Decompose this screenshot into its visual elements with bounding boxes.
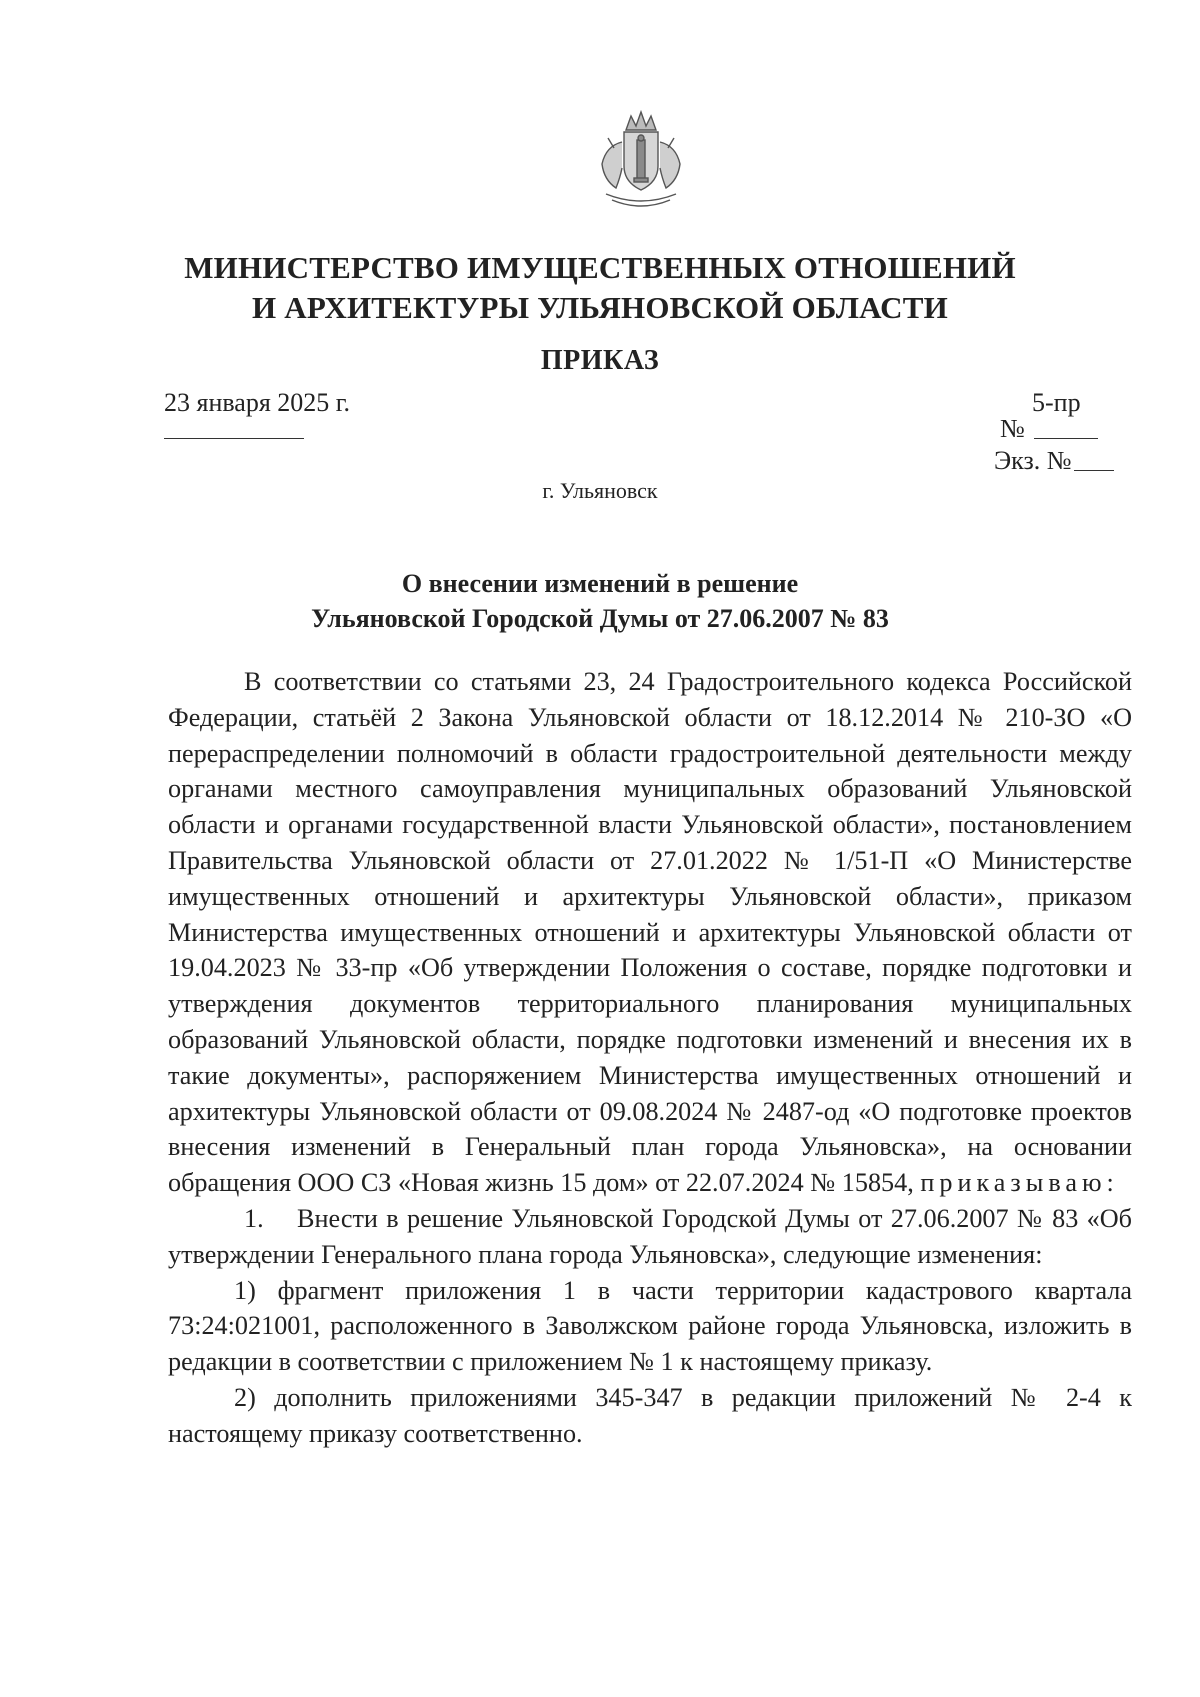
document-number: 5-пр [1032,388,1081,417]
document-body [168,664,1139,1452]
city: г. Ульяновск [542,478,658,503]
ministry-name-line1: МИНИСТЕРСТВО ИМУЩЕСТВЕННЫХ ОТНОШЕНИЙ [184,250,1016,285]
document-type: ПРИКАЗ [540,345,660,376]
order-word: приказываю: [920,1168,1119,1198]
subitem-1-paragraph: 1) фрагмент приложения 1 в части территории кадастрового квартала 73:24:021001, расположенного в Заволжском районе города Ульяновска, изложить в редакции в соответствии с приложением № 1 к настоящему приказу. [168,1275,1132,1377]
subitem-2-paragraph: 2) дополнить приложениями 345-347 в редакции приложений № 2-4 к настоящему приказу соответственно. [168,1382,1132,1448]
ministry-name-line2: И АРХИТЕКТУРЫ УЛЬЯНОВСКОЙ ОБЛАСТИ [252,290,948,325]
copy-number-underline [1074,470,1114,471]
document-date: 23 января 2025 г. [164,388,351,417]
preamble-text: В соответствии со статьями 23, 24 Градостроительного кодекса Российской Федерации, статьёй 2 Закона Ульяновской области от 18.12.2014 № 210-ЗО «О перераспределении полномочий в области градостроительной деятельности между органами местного самоуправления муниципальных образований Ульяновской области и органами государственной власти Ульяновской области», постановлением Правительства Ульяновской области от 27.01.2022 № 1/51-П «О Министерстве имущественных отношений и архитектуры Ульяновской области», приказом Министерства имущественных отношений и архитектуры Ульяновской области от 19.04.2023 № 33-пр «Об утверждении Положения о составе, порядке подготовки и утверждения документов территориального планирования муниципальных образований Ульяновской области, порядке подготовки изменений и внесения их в такие документы», распоряжением Министерства имущественных отношений и архитектуры Ульяновской области от 09.08.2024 № 2487-од «О подготовке проектов внесения изменений в Генеральный план города Ульяновска», на основании обращения ООО СЗ «Новая жизнь 15 дом» от 22.07.2024 № 15854, [168,667,1132,1198]
subject-line1: О внесении изменений в решение [401,569,799,598]
item-1-paragraph: 1. Внести в решение Ульяновской Городской Думы от 27.06.2007 № 83 «Об утверждении Генерального плана города Ульяновска», следующие изменения: [168,1203,1139,1269]
ulyanovsk-region-coat-of-arms-icon [586,108,696,218]
date-underline [164,438,304,439]
subject-line2: Ульяновской Городской Думы от 27.06.2007 № 83 [311,604,889,633]
document-subject [0,566,1200,636]
ministry-name [0,248,1200,328]
preamble-paragraph [168,664,1132,1201]
number-label: № [1000,414,1025,443]
number-underline [1034,438,1098,439]
copy-number-label: Экз. № [994,446,1072,475]
